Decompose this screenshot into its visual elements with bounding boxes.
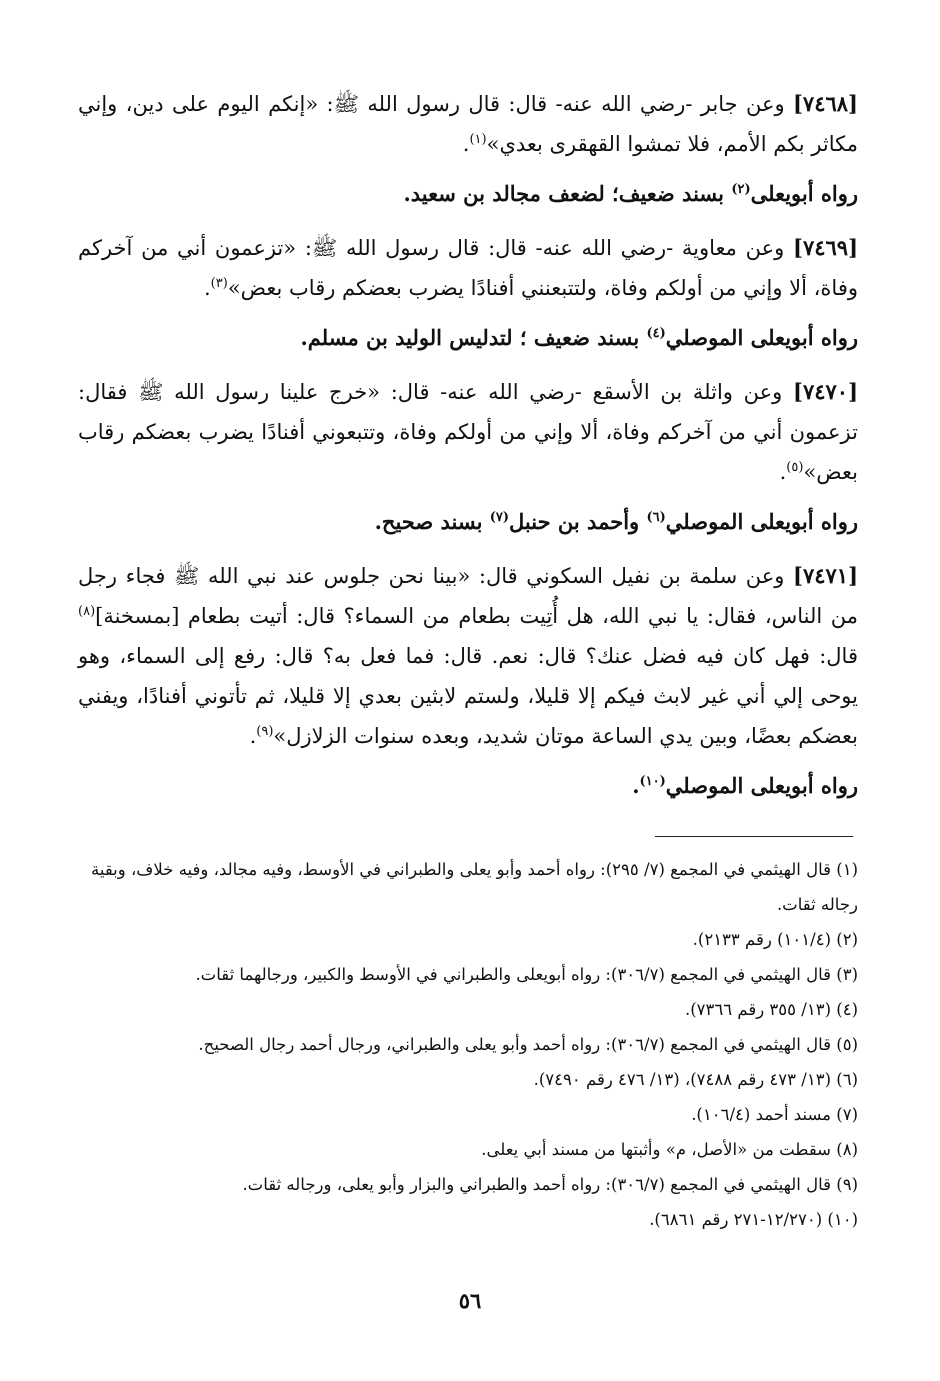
footnote-item: (٢) (١٠١/٤) رقم ٢١٣٣). xyxy=(692,930,858,949)
footnote-ref: (٧) xyxy=(489,510,510,525)
footnote-ref: (٣) xyxy=(210,276,228,291)
footnote-item: (٨) سقطت من «الأصل، م» وأثبتها من مسند أبي يعلى. xyxy=(481,1140,858,1159)
hadith-text: وعن جابر -رضي الله عنه- قال: قال رسول الله ﷺ: «إنكم اليوم على دين، وإني مكاثر بكم الأمم، فلا تمشوا القهقرى بعدي» xyxy=(78,92,858,156)
narration-grading: بسند ضعيف ؛ لتدليس الوليد بن مسلم. xyxy=(300,325,647,350)
footnote-ref: (٥) xyxy=(786,460,804,475)
footnote-ref: (٨) xyxy=(78,604,96,619)
narration-7471 xyxy=(78,766,858,806)
footnote-item: (٧) مسند أحمد (١٠٦/٤). xyxy=(691,1105,858,1124)
footnote-item: (٥) قال الهيثمي في المجمع (٣٠٦/٧): رواه أحمد وأبو يعلى والطبراني، ورجال أحمد رجال الصحيح. xyxy=(198,1035,858,1054)
footnote-item: (٦) (١٣/ ٤٧٣ رقم ٧٤٨٨)، (١٣/ ٤٧٦ رقم ٧٤٩٠). xyxy=(533,1070,858,1089)
footnote-item: (٣) قال الهيثمي في المجمع (٣٠٦/٧): رواه أبويعلى والطبراني في الأوسط والكبير، ورجالهما ثقات. xyxy=(195,965,858,984)
footnote-ref: (١) xyxy=(469,132,487,147)
hadith-text: وعن واثلة بن الأسقع -رضي الله عنه- قال: «خرج علينا رسول الله ﷺ فقال: تزعمون أني من آخركم وفاة، ألا وإني من أولكم وفاة، وتتبعوني أفنادًا يضرب بعضكم رقاب بعض» xyxy=(78,380,858,484)
narration-7468 xyxy=(78,174,858,214)
footnote-ref: (٢) xyxy=(731,182,751,197)
narration-grading: بسند ضعيف؛ لضعف مجالد بن سعيد. xyxy=(403,181,732,206)
hadith-7471 xyxy=(78,556,858,756)
hadith-text: وعن سلمة بن نفيل السكوني قال: «بينا نحن جلوس عند نبي الله ﷺ فجاء رجل من الناس، فقال: يا نبي الله، هل أُتِيت بطعام من السماء؟ قال: أتيت بطعام [بمسخنة] xyxy=(78,564,858,628)
sentence-end: . xyxy=(779,460,787,484)
footnote-ref: (١٠) xyxy=(639,774,666,789)
narration-text: رواه أبويعلى الموصلي xyxy=(665,509,858,534)
narration-text: رواه أبويعلى الموصلي xyxy=(665,325,858,350)
footnote-ref: (٦) xyxy=(646,510,666,525)
hadith-text: وعن معاوية -رضي الله عنه- قال: قال رسول الله ﷺ: «تزعمون أني من آخركم وفاة، ألا وإني من أولكم وفاة، ولتتبعنني أفنادًا يضرب بعضكم رقاب بعض» xyxy=(78,236,858,300)
hadith-text-continued: قال: فهل كان فيه فضل عنك؟ قال: نعم. قال: فما فعل به؟ قال: رفع إلى السماء، وهو يوحى إلي أني غير لابث فيكم إلا قليلا، ولستم لابثين بعدي إلا قليلا، ثم تأتوني أفنادًا، ويفني بعضكم بعضًا، وبين يدي الساعة موتان شديد، وبعده سنوات الزلازل» xyxy=(78,644,858,748)
narration-text-second: وأحمد بن حنبل xyxy=(509,509,647,534)
sentence-end: . xyxy=(632,773,640,798)
footnote-ref: (٩) xyxy=(256,724,274,739)
sentence-end: . xyxy=(249,724,257,748)
hadith-number: [٧٤٦٨] xyxy=(792,91,858,116)
hadith-7470 xyxy=(78,372,858,492)
footnotes xyxy=(78,852,858,1237)
hadith-7468 xyxy=(78,84,858,164)
narration-text: رواه أبويعلى الموصلي xyxy=(665,773,858,798)
page-number: ٥٦ xyxy=(458,1288,482,1313)
hadith-number: [٧٤٦٩] xyxy=(793,235,859,260)
footnote-item: (٤) (١٣/ ٣٥٥ رقم ٧٣٦٦). xyxy=(684,1000,858,1019)
main-text xyxy=(78,84,858,820)
footnote-item: (١٠) (١٢/٢٧٠-٢٧١ رقم ٦٨٦١). xyxy=(649,1210,858,1229)
hadith-number: [٧٤٧١] xyxy=(793,563,858,588)
footnote-divider xyxy=(655,836,853,837)
footnote-item: (٩) قال الهيثمي في المجمع (٣٠٦/٧): رواه أحمد والطبراني والبزار وأبو يعلى، ورجاله ثقات. xyxy=(242,1175,858,1194)
footnote-ref: (٤) xyxy=(646,326,666,341)
narration-7470 xyxy=(78,502,858,542)
narration-grading: بسند صحيح. xyxy=(374,509,490,534)
narration-7469 xyxy=(78,318,858,358)
sentence-end: . xyxy=(462,132,470,156)
hadith-7469 xyxy=(78,228,858,308)
narration-text: رواه أبويعلى xyxy=(750,181,858,206)
sentence-end: . xyxy=(203,276,211,300)
hadith-number: [٧٤٧٠] xyxy=(793,379,858,404)
footnote-item: (١) قال الهيثمي في المجمع (٧/ ٢٩٥): رواه أحمد وأبو يعلى والطبراني في الأوسط، وفيه مجالد، وفيه خلاف، وبقية رجاله ثقات. xyxy=(91,860,858,914)
